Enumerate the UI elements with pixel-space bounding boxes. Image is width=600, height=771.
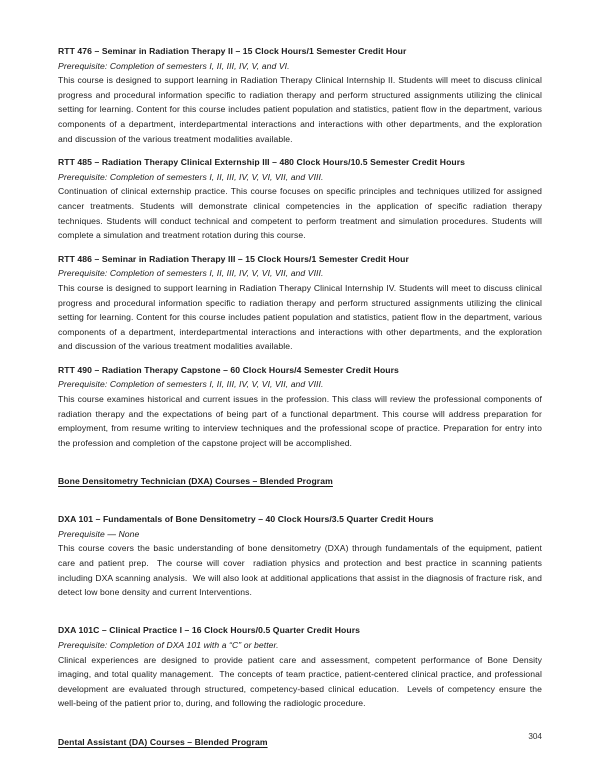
course-prerequisite: Prerequisite: Completion of semesters I, II, III, IV, V, VI, VII, and VIII. xyxy=(58,379,324,390)
program-section-heading-dxa xyxy=(58,474,542,489)
course-title: DXA 101 – Fundamentals of Bone Densitometry – 40 Clock Hours/3.5 Quarter Credit Hours xyxy=(58,514,434,525)
course-description: This course is designed to support learning in Radiation Therapy Clinical Internship IV. Students will meet to discuss clinical progress and procedural information specific to radiation therapy and perform structured assignments utilizing the clinical setting for learning. Content for this course includes patient population and statistics, patient flow in the department, various components of a department, interdepartmental interactions and interactions with other departments, and the exploration and discussion of the various treatment modalities available. xyxy=(58,282,545,352)
section-spacer xyxy=(58,498,542,513)
course-description: This course is designed to support learning in Radiation Therapy Clinical Internship II. Students will meet to discuss clinical progress and procedural information specific to radiation therapy and perform structured assignments utilizing the clinical setting for learning. Content for this course includes patient population and statistics, patient flow in the department, various components of a department, interdepartmental interactions and interactions with other departments, and the exploration and discussion of the various treatment modalities available. xyxy=(58,75,545,144)
section-spacer xyxy=(58,459,542,474)
course-description: Continuation of clinical externship practice. This course focuses on specific principles and techniques utilized for assigned cancer treatments. Students will demonstrate clinical competencies in the application of specific radiation therapy techniques. Students will conduct technical and competent to perform treatment and simulation procedures. Students will complete a simulation and treatment rotation during this course. xyxy=(58,186,545,241)
section-spacer xyxy=(58,720,542,735)
course-description: This course examines historical and current issues in the profession. This class will review the professional components of radiation therapy and the expectations of being part of a functional department. This course will address preparation for employment, from resume writing to interview techniques and the professional scope of practice. Preparation for entry into the profession and completion of the capstone project will be accomplished. xyxy=(58,394,545,448)
course-entry-rtt-485 xyxy=(58,155,545,243)
section-spacer xyxy=(58,609,542,624)
course-prerequisite: Prerequisite: Completion of semesters I, II, III, IV, V, VI, VII, and VIII. xyxy=(58,171,324,182)
course-prerequisite: Prerequisite: Completion of semesters I, II, III, IV, V, VI, VII, and VIII. xyxy=(58,268,324,279)
program-section-heading-da-label: Dental Assistant (DA) Courses – Blended Program xyxy=(58,736,268,747)
course-entry-rtt-486 xyxy=(58,252,545,354)
course-title: RTT 490 – Radiation Therapy Capstone – 60 Clock Hours/4 Semester Credit Hours xyxy=(58,364,399,375)
course-description: Clinical experiences are designed to provide patient care and assessment, competent performance of Bone Density imaging, and total quality management. The concepts of team practice, patient-centered clinical practice, and professional development are evaluated through structured, competency-based clinical education. Levels of competency ensure the well-being of the patient prior to, during, and following the radiologic procedure. xyxy=(58,654,545,709)
course-entry-dxa-101c xyxy=(58,623,545,711)
course-prerequisite: Prerequisite: Completion of semesters I, II, III, IV, V, and VI. xyxy=(58,60,290,71)
course-entry-dxa-101 xyxy=(58,512,545,600)
course-prerequisite: Prerequisite — None xyxy=(58,528,140,539)
course-title: RTT 485 – Radiation Therapy Clinical Externship III – 480 Clock Hours/10.5 Semester Credit Hours xyxy=(58,157,466,168)
course-title: RTT 486 – Seminar in Radiation Therapy III – 15 Clock Hours/1 Semester Credit Hour xyxy=(58,253,409,264)
course-entry-rtt-476 xyxy=(58,44,545,146)
page-number: 304 xyxy=(528,732,542,741)
course-prerequisite: Prerequisite: Completion of DXA 101 with a “C” or better. xyxy=(58,639,279,650)
course-title: RTT 476 – Seminar in Radiation Therapy II – 15 Clock Hours/1 Semester Credit Hour xyxy=(58,46,407,56)
program-section-heading-da xyxy=(58,735,542,750)
page-content xyxy=(58,44,545,749)
course-entry-rtt-490 xyxy=(58,363,545,451)
course-description: This course covers the basic understanding of bone densitometry (DXA) through fundamentals of the equipment, patient care and patient prep. The course will cover radiation physics and protection and best practice in scanning patients including DXA scanning analysis. We will also look at additional applications that assist in the diagnosis of fracture risk, and detect low bone density and current Interventions. xyxy=(58,543,545,598)
course-title: DXA 101C – Clinical Practice I – 16 Clock Hours/0.5 Quarter Credit Hours xyxy=(58,625,360,636)
program-section-heading-dxa-label: Bone Densitometry Technician (DXA) Courses – Blended Program xyxy=(58,476,333,487)
